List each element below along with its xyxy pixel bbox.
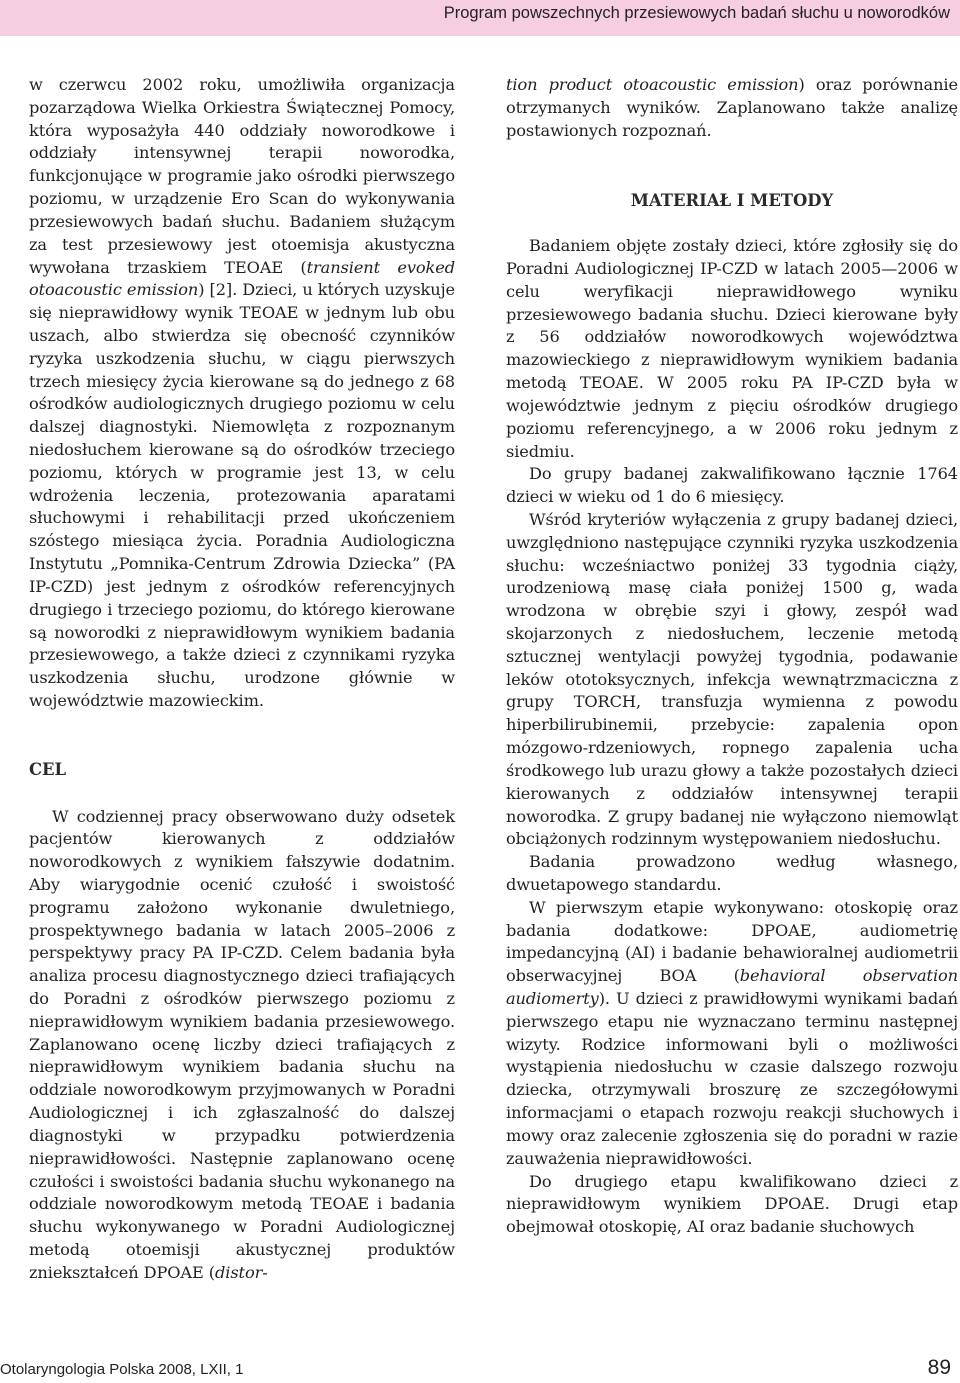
paragraph-intro: [29, 74, 455, 713]
text: ). U dzieci z prawidłowymi wynikami badań pierwszego etapu nie wyznaczano terminu następnej wizyty. Rodzice informowani byli o możliwości wystąpienia niedosłuchu w czasie dalszego rozwoju dziecka, otrzymywali broszurę ze szczegółowymi informacjami o etapach rozwoju reakcji słuchowych i mowy oraz zalecenie zgłoszenia się do poradni w razie zauważenia nieprawidłowości.: [506, 989, 958, 1168]
running-title: Program powszechnych przesiewowych badań słuchu u noworodków: [443, 4, 950, 22]
section-heading-methods: MATERIAŁ I METODY: [630, 191, 834, 211]
paragraph-methods-2: Do grupy badanej zakwalifikowano łącznie 1764 dzieci w wieku od 1 do 6 miesięcy.: [506, 464, 958, 507]
journal-citation: Otolaryngologia Polska 2008, LXII, 1: [0, 1361, 244, 1378]
text: w czerwcu 2002 roku, umożliwiła organizacja pozarządowa Wielka Orkiestra Świątecznej Pomocy, która wyposażyła 440 oddziały noworodkowe i oddziały intensywnej terapii noworodka, funkcjonujące w programie jako ośrodki pierwszego poziomu, w urządzenie Ero Scan do wykonywania przesiewowych badań słuchu. Badaniem służącym za test przesiewowy jest otoemisja akustyczna wywołana trzaskiem TEOAE (: [29, 75, 455, 277]
section-heading-cel: CEL: [29, 759, 67, 779]
paragraph-methods-6: Do drugiego etapu kwalifikowano dzieci z nieprawidłowym wynikiem DPOAE. Drugi etap obejmował otoskopię, AI oraz badanie słuchowych: [506, 1171, 958, 1237]
text: ) [2]. Dzieci, u których uzyskuje się nieprawidłowy wynik TEOAE w jednym lub obu uszach, albo stwierdza się obecność czynników ryzyka uszkodzenia słuchu, w ciągu pierwszych trzech miesięcy życia kierowane są do jednego z 68 ośrodków audiologicznych drugiego poziomu w celu dalszej diagnostyki. Niemowlęta z rozpoznanym niedosłuchem kierowane są do ośrodków trzeciego poziomu, których w programie jest 13, w celu wdrożenia leczenia, protezowania aparatami słuchowymi i rehabilitacji przed ukończeniem szóstego miesiąca życia. Poradnia Audiologiczna Instytutu „Pomnika-Centrum Zdrowia Dziecka” (PA IP-CZD) jest jednym z ośrodków referencyjnych drugiego i trzeciego poziomu, do którego kierowane są noworodki z nieprawidłowym wynikiem badania przesiewowego, a także dzieci z czynnikami ryzyka uszkodzenia słuchu, urodzone głównie w województwie mazowieckim.: [29, 280, 455, 710]
paragraph-continuation: [506, 74, 958, 142]
page-number: 89: [927, 1356, 951, 1379]
paragraph-aim: [29, 806, 455, 1285]
paragraph-methods-5: [506, 897, 958, 1171]
text: W pierwszym etapie wykonywano: otoskopię oraz badania dodatkowe: DPOAE, audiometrię impedancyjną (AI) i badanie behawioralnej audiometrii obserwacyjnej BOA (: [506, 897, 958, 986]
text: ) oraz porównanie otrzymanych wyników. Zaplanowano także analizę postawionych rozpoznań.: [506, 75, 958, 140]
paragraph-methods-1: Badaniem objęte zostały dzieci, które zgłosiły się do Poradni Audiologicznej IP-CZD w latach 2005—2006 w celu weryfikacji nieprawidłowego wyniku przesiewowego badania słuchu. Dzieci kierowane były z 56 oddziałów noworodkowych województwa mazowieckiego z nieprawidłowym wynikiem badania metodą TEOAE. W 2005 roku PA IP-CZD była w województwie jednym z pięciu ośrodków drugiego poziomu referencyjnego, a w 2006 roku jednym z siedmiu.: [506, 236, 958, 461]
emphasis: tion product otoacoustic emission: [506, 75, 799, 94]
emphasis: behavioral observation audiomerty: [506, 966, 958, 1009]
text: W codziennej pracy obserwowano duży odsetek pacjentów kierowanych z oddziałów noworodkowych z wynikiem fałszywie dodatnim. Aby wiarygodnie ocenić czułość i swoistość programu założono wykonanie dwuletniego, prospektywnego badania w latach 2005–2006 z perspektywy pracy PA IP-CZD. Celem badania była analiza procesu diagnostycznego dzieci trafiających do Poradni z ośrodków pierwszego poziomu z nieprawidłowym wynikiem badania przesiewowego. Zaplanowano ocenę liczby dzieci trafiających z nieprawidłowym wynikiem badania słuchu na oddziale noworodkowym przyjmowanych w Poradni Audiologicznej i ich zgłaszalność do dalszej diagnostyki w przypadku potwierdzenia nieprawidłowości. Następnie zaplanowano ocenę czułości i swoistości badania słuchu wykonanego na oddziale noworodkowym metodą TEOAE i badania słuchu wykonywanego w Poradni Audiologicznej metodą otoemisji akustycznej produktów zniekształceń DPOAE (: [29, 806, 455, 1282]
right-column: [506, 74, 958, 1239]
emphasis: distor-: [215, 1262, 268, 1282]
left-column: [29, 74, 455, 1285]
paragraph-methods-3: Wśród kryteriów wyłączenia z grupy badanej dzieci, uwzględniono następujące czynniki ryzyka uszkodzenia słuchu: wcześniactwo poniżej 33 tygodnia ciąży, urodzeniową masę ciała poniżej 1500 g, wada wrodzona w obrębie szyi i głowy, zespół wad skojarzonych z niedosłuchem, leczenie metodą sztucznej wentylacji powyżej tygodnia, podawanie leków ototoksycznych, infekcja wewnątrzmaciczna z grupy TORCH, transfuzja wymienna z powodu hiperbilirubinemii, przebycie: zapalenia opon mózgowo-rdzeniowych, ropnego zapalenia ucha środkowego lub urazu głowy a także pozostałych dzieci kierowanych z oddziałów intensywnej terapii noworodka. Z grupy badanej nie wyłączono niemowląt obciążonych rodzinnym występowaniem niedosłuchu.: [506, 509, 958, 849]
paragraph-methods-4: Badania prowadzono według własnego, dwuetapowego standardu.: [506, 852, 958, 894]
emphasis: transient evoked otoacoustic emission: [29, 257, 455, 300]
